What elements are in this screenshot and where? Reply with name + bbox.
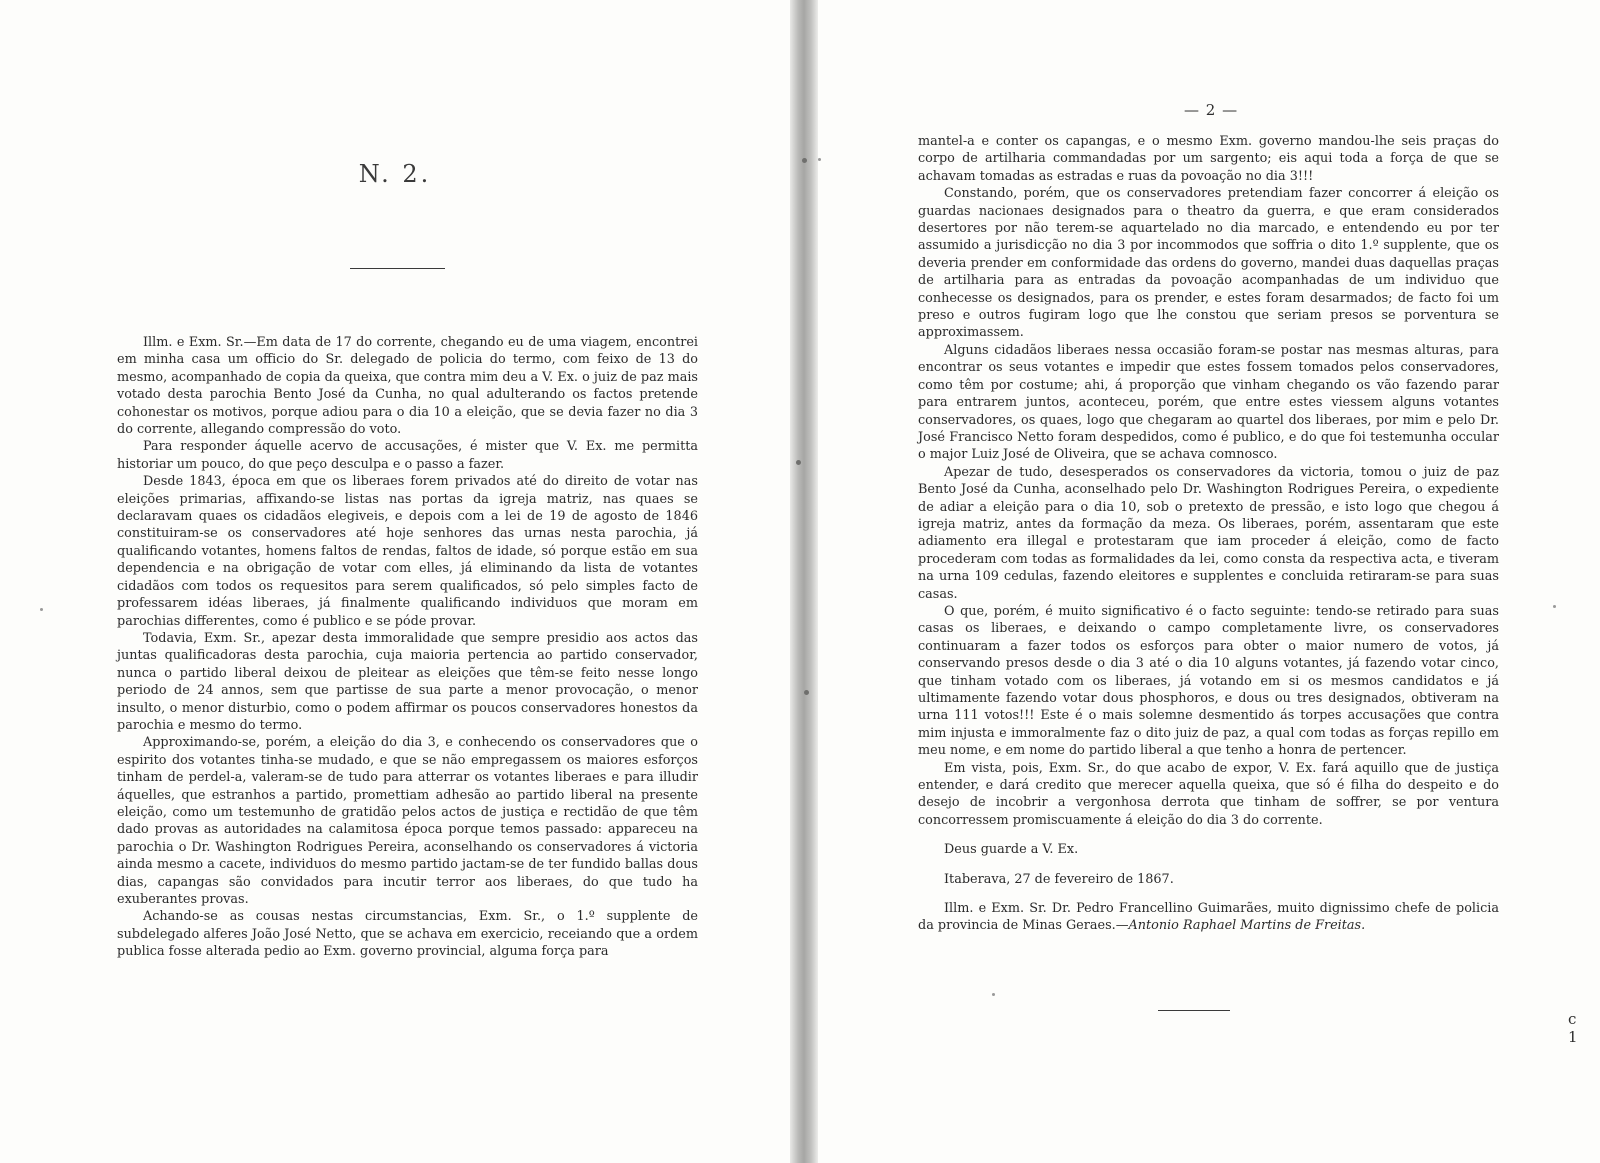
paragraph: Todavia, Exm. Sr., apezar desta immoralidade que sempre presidio aos actos das juntas qualificadoras desta parochia, cuja maioria pertencia ao partido conservador, nunca o partido liberal deixou de pleitear as eleições que têm-se feito nesse longo periodo de 24 annos, sem que partisse de sua parte a menor provocação, o menor insulto, o menor disturbio, como o podem affirmar os poucos conservadores honestos da parochia e mesmo do termo. <box>117 630 698 733</box>
paragraph: Desde 1843, época em que os liberaes forem privados até do direito de votar nas eleições primarias, affixando-se listas nas portas da igreja matriz, nas quaes se declaravam quaes os cidadãos elegiveis, e depois com a lei de 19 de agosto de 1846 constituiram-se os conservadores até hoje senhores das urnas nesta parochia, já qualificando votantes, homens faltos de rendas, faltos de idade, só porque estão em sua dependencia e na obrigação de votar com elles, já eliminando da lista de votantes cidadãos com todos os requesitos para serem qualificados, só pelo simples facto de professarem idéas liberaes, já finalmente qualificando individuos que moram em parochias differentes, como é publico e se póde provar. <box>117 474 698 629</box>
page-speck <box>40 608 43 611</box>
page-speck <box>1553 605 1556 608</box>
page-speck <box>992 993 995 996</box>
left-page-text <box>117 334 698 961</box>
place-date: Itaberava, 27 de fevereiro de 1867. <box>944 871 1174 887</box>
document-number-heading: N. 2. <box>358 160 432 188</box>
page-speck <box>818 158 821 161</box>
closing-rule <box>1158 1010 1230 1011</box>
addressee-line <box>918 900 1499 935</box>
book-gutter <box>790 0 818 1163</box>
heading-rule <box>350 268 445 269</box>
gutter-mark <box>796 460 801 465</box>
paragraph: Achando-se as cousas nestas circumstancias, Exm. Sr., o 1.º supplente de subdelegado alferes João José Netto, que se achava em exercicio, receiando que a ordem publica fosse alterada pedio ao Exm. governo provincial, alguma força para <box>117 909 698 960</box>
paragraph: Em vista, pois, Exm. Sr., do que acabo de expor, V. Ex. fará aquillo que de justiça entender, e dará credito que merecer aquella queixa, que só é filha do despeito e do desejo de incobrir a vergonhosa derrota que tinham de soffrer, se por ventura concorressem promiscuamente á eleição do dia 3 do corrente. <box>918 760 1499 828</box>
signature-mark: c 1 <box>1568 1010 1586 1046</box>
left-page <box>0 0 790 1163</box>
paragraph: Alguns cidadãos liberaes nessa occasião foram-se postar nas mesmas alturas, para encontrar os seus votantes e impedir que estes fossem tomados pelos conservadores, como têm por costume; ahi, á proporção que vinham chegando os vão fazendo parar para entrarem juntos, aconteceu, porém, que entre estes viessem alguns votantes conservadores, os quaes, logo que chegaram ao quartel dos liberaes, por mim e pelo Dr. José Francisco Netto foram despedidos, como é publico, e do que foi testemunha occular o major Luiz José de Oliveira, que se achava comnosco. <box>918 342 1499 463</box>
paragraph: mantel-a e conter os capangas, e o mesmo Exm. governo mandou-lhe seis praças do corpo de artilharia commandadas por um sargento; eis aqui toda a força de que se achavam tomadas as estradas e ruas da povoação no dia 3!!! <box>918 134 1499 184</box>
paragraph: Constando, porém, que os conservadores pretendiam fazer concorrer á eleição os guardas nacionaes designados para o theatro da guerra, e que eram considerados desertores por não terem-se aquartelado no dia marcado, e entendendo eu por ter assumido a jurisdicção no dia 3 por incommodos que soffria o dito 1.º supplente, que os deveria prender em conformidade das ordens do governo, mandei duas daquellas praças de artilharia para as entradas da povoação acompanhadas de um individuo que conhecesse os designados, para os prender, e estes foram desarmados; de facto foi um preso e outros fugiram logo que lhe constou que seriam presos se porventura se approximassem. <box>918 186 1499 341</box>
gutter-mark <box>802 158 807 163</box>
paragraph: Apezar de tudo, desesperados os conservadores da victoria, tomou o juiz de paz Bento José da Cunha, aconselhado pelo Dr. Washington Rodrigues Pereira, o expediente de adiar a eleição para o dia 10, sob o pretexto de pressão, e isto logo que chegou á igreja matriz, antes da formação da meza. Os liberaes, porém, assentaram que este adiamento era illegal e protestaram que iam proceder á eleição, como de facto procederam com todas as formalidades da lei, como consta da respectiva acta, e tiveram na urna 109 cedulas, fazendo eleitores e supplentes e concluida retiraram-se para suas casas. <box>918 464 1499 602</box>
addressee: Illm. e Exm. Sr. Dr. Pedro Francellino Guimarães, muito dignissimo chefe de policia da provincia de Minas Geraes.— <box>918 901 1499 934</box>
signature: Antonio Raphael Martins de Freitas. <box>1128 918 1366 934</box>
greeting: Deus guarde a V. Ex. <box>944 842 1079 858</box>
gutter-mark <box>804 690 809 695</box>
paragraph: Approximando-se, porém, a eleição do dia 3, e conhecendo os conservadores que o espirito dos votantes tinha-se mudado, e que se não empregassem os maiores esforços tinham de perdel-a, valeram-se de tudo para atterrar os votantes liberaes e para illudir áquelles, que estranhos a partido, promettiam adhesão ao partido liberal na presente eleição, como um testemunho de gratidão pelos actos de justiça e rectidão de que têm dado provas as autoridades na calamitosa época porque temos passado: appareceu na parochia o Dr. Washington Rodrigues Pereira, aconselhando os conservadores á victoria ainda mesmo a cacete, individuos do mesmo partido jactam-se de ter fundido ballas dous dias, capangas são convidados para incutir terror aos liberaes, do que tudo ha exuberantes provas. <box>117 735 698 907</box>
paragraph: Illm. e Exm. Sr.—Em data de 17 do corrente, chegando eu de uma viagem, encontrei em minha casa um officio do Sr. delegado de policia do termo, com feixo de 13 do mesmo, acompanhado de copia da queixa, que contra mim deu a V. Ex. o juiz de paz mais votado desta parochia Bento José da Cunha, no qual adulterando os factos pretende cohonestar os motivos, porque adiou para o dia 10 a eleição, que se devia fazer no dia 3 do corrente, allegando compressão do voto. <box>117 335 698 438</box>
paragraph: Para responder áquelle acervo de accusações, é mister que V. Ex. me permitta historiar um pouco, do que peço desculpa e o passo a fazer. <box>117 439 698 472</box>
paragraph: O que, porém, é muito significativo é o facto seguinte: tendo-se retirado para suas casas os liberaes, e deixando o campo completamente livre, os conservadores continuaram a fazer todos os esforços para obter o maior numero de votos, já conservando presos desde o dia 3 até o dia 10 alguns votantes, já fazendo votar cinco, que tinham votado com os liberaes, já votando em si os mesmos candidatos e já ultimamente fazendo votar dous phosphoros, e dous ou tres designados, obtiveram na urna 111 votos!!! Este é o mais solemne desmentido ás torpes accusações que contra mim injusta e immoralmente faz o dito juiz de paz, a qual com todas as forças repillo em meu nome, e em nome do partido liberal a que tenho a honra de pertencer. <box>918 603 1499 759</box>
page-number: — 2 — <box>1184 101 1239 119</box>
right-page-text <box>918 133 1499 935</box>
